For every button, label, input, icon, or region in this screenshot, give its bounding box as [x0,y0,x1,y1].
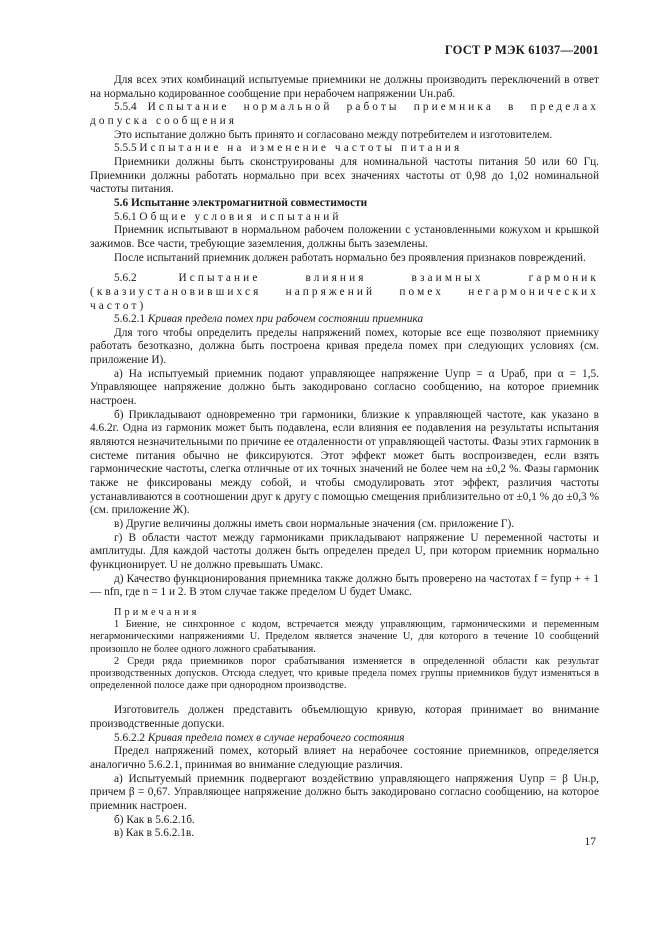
body-paragraph: а) Испытуемый приемник подвергают воздействию управляющего напряжения Uупр = β Uн.р, причем β = 0,67. Управляющее напряжение должно быть закодировано согласно сообщению, на которое приемник настроен. [90,772,599,812]
note-paragraph: 2 Среди ряда приемников порог срабатывания изменяется в определенной области как результат производственных допусков. Отсюда следует, что кривые предела помех группы приемников будут изменяться в определенной полосе даже при однородном производстве. [90,655,599,692]
body-paragraph: После испытаний приемник должен работать нормально без проявления признаков повреждений. [114,251,586,264]
body-paragraph: Приемник испытывают в нормальном рабочем положении с установленными кожухом и крышкой зажимов. Все части, требующие заземления, должны быть заземлены. [90,224,599,250]
section-number: 5.6.2 [114,272,137,285]
section-heading: 5.6 Испытание электромагнитной совместимости [114,196,368,209]
section-number: 5.6.1 [114,210,137,223]
body-paragraph: д) Качество функционирования приемника также должно быть проверено на частотах f = fупр + + 1 — nfп, где n = 1 и 2. В этом случае также пределом U будет Uмакс. [90,572,599,599]
body-paragraph: Это испытание должно быть принято и согласовано между потребителем и изготовителем. [114,128,553,141]
body-paragraph: Для всех этих комбинаций испытуемые приемники не должны производить переключений в ответ на нормально кодированное сообщение при нерабочем напряжении Uн.раб. [90,74,599,100]
section-number: 5.6.2.1 [114,313,146,326]
section-heading [90,272,599,313]
body-paragraph: б) Прикладывают одновременно три гармоники, близкие к управляющей частоте, как указано в 4.6.2г. Одна из гармоник может быть подавлена, если влияния ее подавления на результаты испытания являются незначительными по причине ее отдаленности от управляющей частоты. Фазы этих гармоник в системе питания обычно не фиксируются. Этот эффект может быть воспроизведен, если взять гармонические частоты, слегка отличные от их точных значений не более чем на ±0,2 %. Фазы гармоник также не фиксированы между собой, и чтобы смодулировать этот эффект, различия частоты устанавливаются в соотношении друг к другу с помощью смещения приблизительно от ±0,1 % до ±0,3 % (см. приложение Ж). [90,408,599,517]
body-paragraph: в) Как в 5.6.2.1в. [114,827,195,840]
document-body [90,74,599,841]
notes-title: Примечания [114,606,200,618]
section-number: 5.5.5 [114,142,137,155]
section-title: Кривая предела помех при рабочем состоянии приемника [147,313,424,326]
section-title: Кривая предела помех в случае нерабочего состояния [147,731,405,744]
section-number: 5.6.2.2 [114,731,146,744]
page-number: 17 [584,836,596,848]
body-paragraph: Для того чтобы определить пределы напряжений помех, которые все еще позволяют приемнику работать безотказно, должна быть построена кривая предела помех при следующих условиях (см. приложение И). [90,326,599,367]
document-header: ГОСТ Р МЭК 61037—2001 [444,43,599,57]
section-title: Испытание нормальной работы приемника в пределах допуска сообщения [90,101,599,127]
section-heading [90,211,599,225]
body-paragraph: Приемники должны быть сконструированы для номинальной частоты питания 50 или 60 Гц. Приемники должны работать нормально при всех значениях частоты от 0,98 до 1,02 номинальной частоты питания. [90,155,599,196]
body-paragraph: г) В области частот между гармониками прикладывают напряжение U переменной частоты и амплитуды. Для каждой частоты должен быть определен предел U, при котором приемник нормально функционирует. U не должно превышать Uмакс. [90,531,599,571]
subsection-heading [90,313,599,327]
body-paragraph: Изготовитель должен представить объемлющую кривую, которая принимает во внимание производственные допуски. [90,704,599,731]
section-title: Испытание влияния взаимных гармоник (квазиустановившихся напряжений помех негармонических частот) [90,272,599,312]
body-paragraph: б) Как в 5.6.2.1б. [114,813,195,826]
section-heading [90,101,599,128]
section-heading [90,142,599,156]
note-paragraph: 1 Биение, не синхронное с кодом, встречается между управляющим, гармоническими и переменным негармоническими напряжениями U. Пределом является значение U, для которого в течение 10 сообщений произошло не более одного ложного срабатывания. [90,619,599,655]
body-paragraph: Предел напряжений помех, который влияет на нерабочее состояние приемников, определяется аналогично 5.6.2.1, принимая во внимание следующие различия. [90,745,599,771]
section-number: 5.5.4 [114,101,137,114]
body-paragraph: а) На испытуемый приемник подают управляющее напряжение Uупр = α Uраб, при α = 1,5. Управляющее напряжение должно быть закодировано согласно сообщению, на которое приемник настроен. [90,367,599,408]
subsection-heading [90,732,599,746]
section-title: Испытание на изменение частоты питания [139,142,463,155]
section-title: Общие условия испытаний [139,210,342,223]
body-paragraph: в) Другие величины должны иметь свои нормальные значения (см. приложение Г). [114,518,515,530]
